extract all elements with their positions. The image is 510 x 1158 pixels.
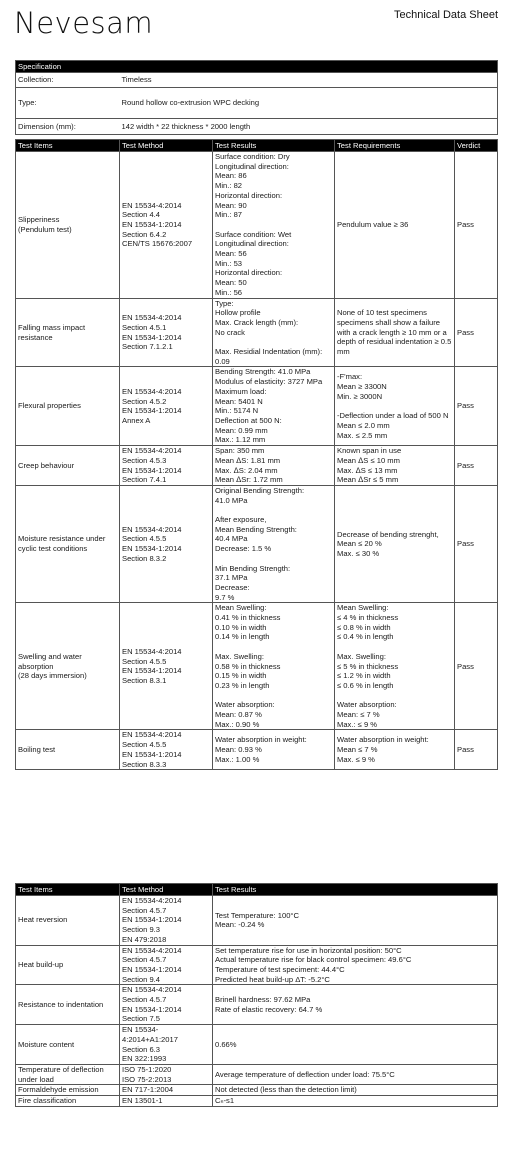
test-item: Resistance to indentation: [16, 985, 120, 1025]
specification-heading: Specification: [16, 61, 498, 73]
spec-row-dimension: [16, 119, 498, 135]
test-verdict: Pass: [455, 152, 498, 299]
spec-row-collection: [16, 73, 498, 88]
column-header: Verdict: [455, 140, 498, 152]
table-row: [16, 985, 498, 1025]
test-verdict: Pass: [455, 485, 498, 602]
test-result: Brinell hardness: 97.62 MPa Rate of elastic recovery: 64.7 %: [213, 985, 498, 1025]
test-method: EN 13501-1: [120, 1096, 213, 1107]
column-header: Test Method: [120, 140, 213, 152]
column-header: Test Method: [120, 884, 213, 896]
test-verdict: Pass: [455, 298, 498, 367]
spec-value: Timeless: [120, 73, 498, 88]
test-requirement: Mean Swelling: ≤ 4 % in thickness ≤ 0.8 % in width ≤ 0.4 % in length Max. Swelling: ≤ 5 % in thickness ≤ 1.2 % in width ≤ 0.6 % in length Water absorption: Mean: ≤ 7 % Max.: ≤ 9 %: [335, 603, 455, 730]
test-item: Swelling and water absorption (28 days immersion): [16, 603, 120, 730]
additional-tests-table: [15, 883, 498, 1107]
table-row: [16, 945, 498, 985]
test-result: Average temperature of deflection under load: 75.5°C: [213, 1064, 498, 1084]
spec-label: Dimension (mm):: [16, 119, 120, 135]
test-item: Flexural properties: [16, 367, 120, 446]
test-verdict: Pass: [455, 367, 498, 446]
table-header-row: [16, 884, 498, 896]
table-row: [16, 1085, 498, 1096]
test-result: Set temperature rise for use in horizontal position: 50°C Actual temperature rise for black control specimen: 49.6°C Temperature of test speciment: 44.4°C Predicted heat build-up ΔT: -5.2°C: [213, 945, 498, 985]
test-item: Creep behaviour: [16, 446, 120, 486]
test-requirement: Known span in use Mean ᐃS ≤ 10 mm Max. ᐃS ≤ 13 mm Mean ᐃSr ≤ 5 mm: [335, 446, 455, 486]
column-header: Test Results: [213, 884, 498, 896]
column-header: Test Results: [213, 140, 335, 152]
table-row: [16, 485, 498, 602]
test-result: Span: 350 mm Mean ᐃS: 1.81 mm Max. ᐃS: 2.04 mm Mean ᐃSr: 1.72 mm: [213, 446, 335, 486]
table-row: [16, 298, 498, 367]
test-method: EN 717-1:2004: [120, 1085, 213, 1096]
test-requirement: None of 10 test specimens specimens shall show a failure with a crack length ≥ 10 mm or a depth of residual indentation ≥ 0.5 mm: [335, 298, 455, 367]
spec-value: 142 width * 22 thickness * 2000 length: [120, 119, 498, 135]
brand-logo: Nevesam: [14, 6, 154, 40]
table-header-row: [16, 140, 498, 152]
test-results-table: [15, 139, 498, 770]
spec-value: Round hollow co-extrusion WPC decking: [120, 88, 498, 119]
test-result: Test Temperature: 100°C Mean: -0.24 %: [213, 896, 498, 946]
test-method: EN 15534-4:2014 Section 4.5.5 EN 15534-1:2014 Section 8.3.1: [120, 603, 213, 730]
table-row: [16, 1025, 498, 1065]
table-row: [16, 446, 498, 486]
test-verdict: Pass: [455, 603, 498, 730]
test-requirement: -F'max: Mean ≥ 3300N Min. ≥ 3000N -Deflection under a load of 500 N Mean ≤ 2.0 mm Max. ≤ 2.5 mm: [335, 367, 455, 446]
test-item: Boiling test: [16, 730, 120, 770]
test-item: Temperature of deflection under load: [16, 1064, 120, 1084]
table-row: [16, 1064, 498, 1084]
table-row: [16, 1096, 498, 1107]
test-method: EN 15534-4:2014 Section 4.4 EN 15534-1:2014 Section 6.4.2 CEN/TS 15676:2007: [120, 152, 213, 299]
test-requirement: Decrease of bending strenght, Mean ≤ 20 % Max. ≤ 30 %: [335, 485, 455, 602]
table-row: [16, 152, 498, 299]
test-method: EN 15534-4:2014 Section 4.5.1 EN 15534-1:2014 Section 7.1.2.1: [120, 298, 213, 367]
test-result: Mean Swelling: 0.41 % in thickness 0.10 % in width 0.14 % in length Max. Swelling: 0.58 % in thickness 0.15 % in width 0.23 % in length Water absorption: Mean: 0.87 % Max.: 0.90 %: [213, 603, 335, 730]
test-method: EN 15534-4:2014 Section 4.5.5 EN 15534-1:2014 Section 8.3.3: [120, 730, 213, 770]
document-title: Technical Data Sheet: [394, 9, 498, 21]
column-header: Test Items: [16, 884, 120, 896]
test-item: Fire classification: [16, 1096, 120, 1107]
test-method: EN 15534-4:2014 Section 4.5.5 EN 15534-1:2014 Section 8.3.2: [120, 485, 213, 602]
test-result: 0.66%: [213, 1025, 498, 1065]
test-requirement: Water absorption in weight: Mean ≤ 7 % Max. ≤ 9 %: [335, 730, 455, 770]
test-verdict: Pass: [455, 446, 498, 486]
column-header: Test Requirements: [335, 140, 455, 152]
test-result: Water absorption in weight: Mean: 0.93 % Max.: 1.00 %: [213, 730, 335, 770]
test-method: [120, 896, 213, 946]
test-method: ISO 75-1:2020 ISO 75-2:2013: [120, 1064, 213, 1084]
spec-label: Type:: [16, 88, 120, 119]
test-item: Formaldehyde emission: [16, 1085, 120, 1096]
test-result: Not detected (less than the detection limit): [213, 1085, 498, 1096]
test-method: EN 15534-4:2014 Section 4.5.2 EN 15534-1:2014 Annex A: [120, 367, 213, 446]
test-result: Original Bending Strength: 41.0 MPa After exposure, Mean Bending Strength: 40.4 MPa Decrease: 1.5 % Min Bending Strength: 37.1 MPa Decrease: 9.7 %: [213, 485, 335, 602]
table-row: [16, 367, 498, 446]
specification-table: [15, 60, 498, 135]
test-item: Heat reversion: [16, 896, 120, 946]
test-result: Bending Strength: 41.0 MPa Modulus of elasticity: 3727 MPa Maximum load: Mean: 5401 N Min.: 5174 N Deflection at 500 N: Mean: 0.99 mm Max.: 1.12 mm: [213, 367, 335, 446]
test-method: EN 15534-4:2014 Section 4.5.7 EN 15534-1:2014 Section 7.5: [120, 985, 213, 1025]
test-item: Moisture resistance under cyclic test conditions: [16, 485, 120, 602]
test-item: Slipperiness (Pendulum test): [16, 152, 120, 299]
test-verdict: Pass: [455, 730, 498, 770]
test-requirement: Pendulum value ≥ 36: [335, 152, 455, 299]
spec-label: Collection:: [16, 73, 120, 88]
test-item: Moisture content: [16, 1025, 120, 1065]
test-method: EN 15534-4:2014 Section 4.5.3 EN 15534-1:2014 Section 7.4.1: [120, 446, 213, 486]
test-result: Cₙ-s1: [213, 1096, 498, 1107]
test-result: Surface condition: Dry Longitudinal direction: Mean: 86 Min.: 82 Horizontal direction: Mean: 90 Min.: 87 Surface condition: Wet Longitudinal direction: Mean: 56 Min.: 53 Horizontal direction: Mean: 50 Min.: 56: [213, 152, 335, 299]
test-result: Type: Hollow profile Max. Crack length (mm): No crack Max. Residial Indentation (mm): 0.09: [213, 298, 335, 367]
table-row: [16, 896, 498, 946]
test-item: Heat build-up: [16, 945, 120, 985]
method-line: EN 15534-4:2014 Section 4.5.7 EN 15534-1:2014 Section 9.3 EN 479:2018: [122, 896, 182, 944]
test-method: EN 15534-4:2014 Section 4.5.7 EN 15534-1:2014 Section 9.4: [120, 945, 213, 985]
column-header: Test Items: [16, 140, 120, 152]
spec-row-type: [16, 88, 498, 119]
table-row: [16, 730, 498, 770]
test-item: Falling mass impact resistance: [16, 298, 120, 367]
table-row: [16, 603, 498, 730]
test-method: EN 15534- 4:2014+A1:2017 Section 6.3 EN 322:1993: [120, 1025, 213, 1065]
